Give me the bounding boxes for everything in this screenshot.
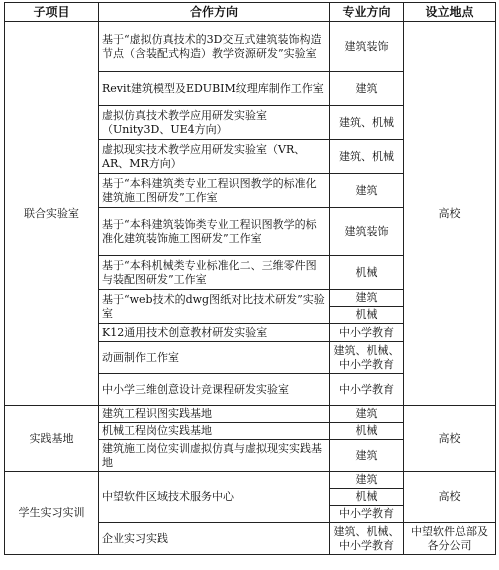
major-cell: 建筑 bbox=[330, 72, 404, 106]
major-cell: 中小学教育 bbox=[330, 324, 404, 342]
direction-cell: 机械工程岗位实践基地 bbox=[99, 423, 330, 440]
major-cell: 建筑、机械、中小学教育 bbox=[330, 342, 404, 374]
header-direction: 合作方向 bbox=[99, 3, 330, 22]
major-cell: 建筑 bbox=[330, 174, 404, 208]
direction-cell: 基于“本科建筑装饰类专业工程识图教学的标准化建筑装饰施工图研发”工作室 bbox=[99, 208, 330, 256]
direction-cell: 虚拟仿真技术教学应用研发实验室（Unity3D、UE4方向） bbox=[99, 106, 330, 140]
direction-cell: 基于“本科建筑类专业工程识图教学的标准化建筑施工图研发”工作室 bbox=[99, 174, 330, 208]
project-internship: 学生实习实训 bbox=[5, 472, 99, 555]
major-cell: 建筑、机械 bbox=[330, 140, 404, 174]
header-location: 设立地点 bbox=[404, 3, 496, 22]
major-cell: 建筑装饰 bbox=[330, 208, 404, 256]
major-cell: 机械 bbox=[330, 489, 404, 506]
major-cell: 中小学教育 bbox=[330, 374, 404, 406]
direction-cell: 动画制作工作室 bbox=[99, 342, 330, 374]
cooperation-table bbox=[4, 2, 496, 555]
major-cell: 机械 bbox=[330, 307, 404, 324]
major-cell: 建筑装饰 bbox=[330, 22, 404, 72]
table-row bbox=[5, 472, 496, 489]
project-joint-lab: 联合实验室 bbox=[5, 22, 99, 406]
table-row bbox=[5, 22, 496, 72]
direction-cell: 建筑施工岗位实训虚拟仿真与虚拟现实实践基地 bbox=[99, 440, 330, 472]
direction-cell: 中望软件区域技术服务中心 bbox=[99, 472, 330, 523]
project-practice-base: 实践基地 bbox=[5, 406, 99, 472]
header-subproject: 子项目 bbox=[5, 3, 99, 22]
location-base: 高校 bbox=[404, 406, 496, 472]
location-company: 中望软件总部及各分公司 bbox=[404, 523, 496, 555]
location-intern-center: 高校 bbox=[404, 472, 496, 523]
header-major: 专业方向 bbox=[330, 3, 404, 22]
direction-cell: 建筑工程识图实践基地 bbox=[99, 406, 330, 423]
direction-cell: Revit建筑模型及EDUBIM纹理库制作工作室 bbox=[99, 72, 330, 106]
direction-cell: 虚拟现实技术教学应用研发实验室（VR、AR、MR方向） bbox=[99, 140, 330, 174]
major-cell: 机械 bbox=[330, 256, 404, 290]
major-cell: 建筑、机械、中小学教育 bbox=[330, 523, 404, 555]
direction-cell: 基于“虚拟仿真技术的3D交互式建筑装饰构造节点（含装配式构造）教学资源研发”实验室 bbox=[99, 22, 330, 72]
table-row bbox=[5, 406, 496, 423]
direction-cell: K12通用技术创意教材研发实验室 bbox=[99, 324, 330, 342]
major-cell: 建筑 bbox=[330, 440, 404, 472]
direction-cell: 基于“本科机械类专业标准化二、三维零件图与装配图研发”工作室 bbox=[99, 256, 330, 290]
direction-cell: 基于“web技术的dwg图纸对比技术研发”实验室 bbox=[99, 290, 330, 324]
header-row bbox=[5, 3, 496, 22]
major-cell: 建筑 bbox=[330, 290, 404, 307]
major-cell: 中小学教育 bbox=[330, 506, 404, 523]
location-lab: 高校 bbox=[404, 22, 496, 406]
direction-cell: 企业实习实践 bbox=[99, 523, 330, 555]
major-cell: 建筑 bbox=[330, 472, 404, 489]
major-cell: 机械 bbox=[330, 423, 404, 440]
major-cell: 建筑、机械 bbox=[330, 106, 404, 140]
direction-cell: 中小学三维创意设计竞课程研发实验室 bbox=[99, 374, 330, 406]
major-cell: 建筑 bbox=[330, 406, 404, 423]
